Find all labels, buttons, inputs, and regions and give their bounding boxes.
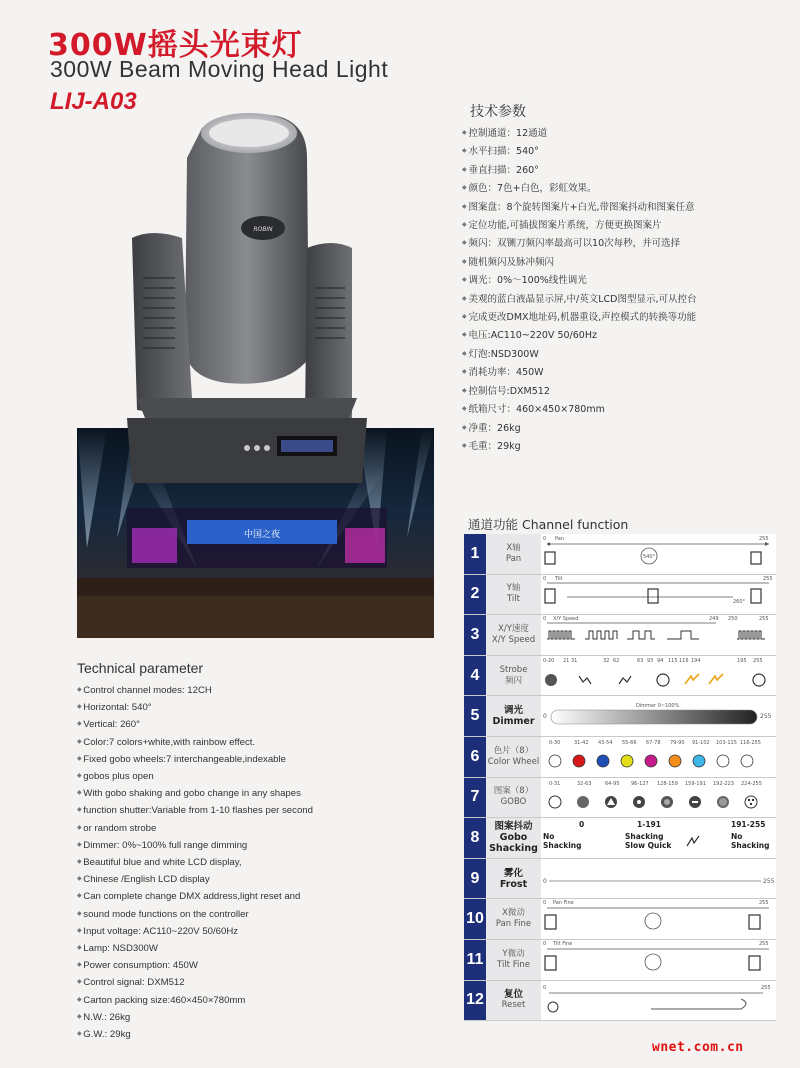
color-swatch [717,755,729,767]
rotation-icon [645,954,661,970]
channel-name-en: Tilt Fine [497,959,530,970]
tech-en-item: ◆ Horizontal: 540° [77,699,313,716]
tick-label: 0 [543,877,547,885]
tech-cn-item: ◆ 控制通道：12通道 [462,124,697,142]
channel-name-cn: 复位 [503,989,523,1001]
tech-en-item: ◆ Chinese /English LCD display [77,871,313,888]
fixture-icon [545,956,556,970]
tick-label: 31-42 [574,739,589,746]
tech-en-title: Technical parameter [77,660,204,676]
channel-name-cn: 图案（8） [493,786,534,797]
tech-cn-item: ◆ 图案盘：8个旋转图案片+白光,带图案抖动和图案任意 [462,198,697,216]
tech-en-item: ◆ Dimmer: 0%~100% full range dimming [77,837,313,854]
channel-name [486,534,541,574]
fixture-icon [751,552,761,564]
tech-cn-item: ◆ 垂直扫描：260° [462,161,697,179]
channel-function [541,899,776,939]
channel-name-en: Tilt [507,594,520,605]
channel-name-cn: 色片（8） [493,745,534,756]
tick-label: 128-159 [657,780,678,787]
channel-table [464,534,776,1021]
angle-label: 540° [643,554,656,560]
shacking-label: No Shacking [543,832,582,851]
channel-row [464,818,776,859]
tech-cn-item: ◆ 美观的蓝白液晶显示屏,中/英文LCD图型显示,可从控台 [462,290,697,308]
dimmer-gradient-bar [551,710,757,724]
tech-en-item: ◆ Can complete change DMX address,light reset and [77,888,313,905]
tech-cn-item: ◆ 纸箱尺寸：460×450×780mm [462,400,697,418]
channel-name [486,615,541,655]
tech-en-item: ◆ function shutter:Variable from 1-10 flashes per second [77,802,313,819]
tick-label: 191-255 [731,820,766,830]
channel-function [541,696,776,736]
channel-name [486,778,541,818]
channel-name-cn: 频闪 [504,675,522,686]
channel-number: 7 [464,778,486,818]
reset-arrow-icon [651,999,746,1009]
tick-label: Tilt Fine [553,940,573,947]
channel-name-en: X/Y Speed [491,634,536,645]
tech-cn-item: ◆ 定位功能,可插拔图案片系统，方便更换图案片 [462,216,697,234]
tick-label: 116-255 [740,739,761,746]
tick-label: 55-66 [622,739,637,746]
tech-en-item: ◆ Control signal: DXM512 [77,974,313,991]
tech-cn-item: ◆ 随机频闪及脉冲频闪 [462,253,697,271]
tick-label: 116 [679,657,689,664]
color-swatch [597,755,609,767]
channel-name-cn: X微动 [502,908,525,919]
tick-label: 0 [579,820,585,830]
tick-label: 64-95 [605,780,620,787]
tech-cn-item: ◆ 控制信号:DXM512 [462,382,697,400]
tick-label: 21 [563,657,570,664]
channel-number: 3 [464,615,486,655]
tick-label: 224-255 [741,780,762,787]
channel-function-title-en: Channel function [522,517,629,532]
channel-function [541,737,776,777]
open-icon [657,674,669,686]
tick-label: 0 [543,536,547,542]
channel-name-cn: 图案抖动 [494,821,533,833]
channel-number: 6 [464,737,486,777]
tick-label: 0 [543,984,547,991]
tick-label: 0 [543,713,547,721]
tech-en-list [77,682,313,1043]
tech-en-item: ◆ Carton packing size:460×450×780mm [77,992,313,1009]
channel-name-cn: 雾化 [503,867,523,879]
tick-label: 96-127 [631,780,649,787]
tech-en-item: ◆ G.W.: 29kg [77,1026,313,1043]
channel-number: 4 [464,656,486,696]
tick-label: X/Y Speed [553,616,579,623]
pulse-strobe-icon [709,674,723,684]
channel-name-cn: 调光 [503,705,523,717]
tick-label: 249 [709,616,719,623]
tech-en-item: ◆ N.W.: 26kg [77,1009,313,1026]
title-cn: 300W摇头光束灯 [48,28,303,63]
channel-number: 11 [464,940,486,980]
tech-cn-item: ◆ 颜色：7色+白色，彩虹效果。 [462,179,697,197]
tick-label: 32-63 [577,780,592,787]
gobo-icon [577,796,589,808]
channel-number: 12 [464,981,486,1021]
moving-head-light-image [77,98,434,638]
tech-en-item: ◆ Power consumption: 450W [77,957,313,974]
fixture-icon [749,915,760,929]
tick-label: 0-31 [549,780,561,787]
channel-row [464,981,776,1022]
color-swatch [549,755,561,767]
channel-name-en: Pan Fine [495,919,532,930]
tick-label: 255 [759,536,769,542]
color-swatch [669,755,681,767]
channel-function [541,981,776,1021]
fixture-icon [648,589,658,603]
channel-row [464,899,776,940]
channel-name-en: Dimmer [492,716,535,728]
angle-label: 260° [733,598,746,605]
channel-name [486,696,541,736]
channel-number: 1 [464,534,486,574]
tech-cn-item: ◆ 灯泡:NSD300W [462,345,697,363]
tech-en-item: ◆ Lamp: NSD300W [77,940,313,957]
tick-label: 91-102 [692,739,710,746]
channel-row [464,575,776,616]
shacking-label: No Shacking [731,832,770,851]
tick-label: 115 [668,657,678,664]
channel-name [486,737,541,777]
fixture-icon [545,915,556,929]
tech-en-item: ◆ sound mode functions on the controller [77,906,313,923]
channel-row [464,696,776,737]
tech-cn-item: ◆ 电压:AC110~220V 50/60Hz [462,326,697,344]
tick-label: Tilt [555,575,563,582]
tick-label: 195 [737,657,747,664]
tick-label: 0 [543,940,547,947]
channel-row [464,859,776,900]
channel-row [464,940,776,981]
channel-name-cn: X轴 [506,542,521,553]
channel-number: 10 [464,899,486,939]
tech-en-item: ◆ Control channel modes: 12CH [77,682,313,699]
channel-name [486,818,541,858]
channel-function-title-cn: 通道功能 [468,517,519,532]
tech-en-item: ◆ Input voltage: AC110~220V 50/60Hz [77,923,313,940]
tick-label: Dimmer 0~100% [636,703,680,710]
tick-label: 0-20 [543,657,555,664]
product-logo: ROBIN [253,226,273,233]
color-swatch [693,755,705,767]
tick-label: 255 [759,940,769,947]
channel-name-en: Color Wheel [487,756,540,767]
tick-label: 43-54 [598,739,613,746]
tick-label: 93 [647,657,654,664]
channel-name-en: Gobo Shacking [489,832,538,855]
channel-name [486,656,541,696]
tick-label: 0 [543,900,547,907]
channel-number: 2 [464,575,486,615]
channel-name [486,981,541,1021]
tech-cn-item: ◆ 消耗功率：450W [462,363,697,381]
tick-label: 1-191 [637,820,661,830]
tech-en-item: ◆ Vertical: 260° [77,716,313,733]
tick-label: 194 [691,657,701,664]
open-icon [753,674,765,686]
title-en: 300W Beam Moving Head Light [50,56,389,82]
channel-name-en: Pan [505,553,522,564]
tech-en-item: ◆ Fixed gobo wheels:7 interchangeable,indexable [77,751,313,768]
channel-row [464,737,776,778]
tech-en-item: ◆ or random strobe [77,820,313,837]
shacking-label: Shacking Slow Quick [625,832,672,851]
tick-label: 32 [603,657,610,664]
channel-row [464,656,776,697]
channel-function [541,615,776,655]
random-strobe-icon [685,674,699,684]
color-swatch [645,755,657,767]
tick-label: 255 [759,900,769,907]
channel-name-en: GOBO [500,797,527,808]
shake-icon [687,836,699,846]
channel-name-en: Reset [501,1000,526,1011]
tick-label: 159-191 [685,780,706,787]
tech-cn-title: 技术参数 [470,104,526,120]
tick-label: 31 [571,657,578,664]
channel-row [464,778,776,819]
channel-function [541,575,776,615]
watermark: wnet.com.cn [652,1040,744,1055]
tech-cn-item: ◆ 频闪：双铡刀频闪率最高可以10次每秒，并可选择 [462,234,697,252]
tick-label: 67-78 [646,739,661,746]
fixture-icon [545,589,555,603]
channel-function [541,940,776,980]
tech-cn-item: ◆ 调光：0%～100%线性调光 [462,271,697,289]
tick-label: 255 [759,616,769,623]
fixture-icon [749,956,760,970]
tick-label: 0-30 [549,739,561,746]
reset-icon [548,1002,558,1012]
channel-name-cn: Y微动 [502,948,525,959]
strobe-fast-icon [619,676,631,684]
channel-function [541,818,776,858]
tick-label: 250 [728,616,738,623]
channel-name-cn: X/Y速度 [498,623,529,634]
channel-number: 9 [464,859,486,899]
closed-icon [545,674,557,686]
tech-en-item: ◆ With gobo shaking and gobo change in any shapes [77,785,313,802]
rotation-icon [645,913,661,929]
channel-name [486,899,541,939]
tick-label: 255 [760,713,772,721]
tick-label: 79-90 [670,739,685,746]
color-swatch [573,755,585,767]
tick-label: 0 [543,616,547,623]
channel-function [541,778,776,818]
channel-name [486,940,541,980]
tech-cn-list [462,124,697,455]
tick-label: 94 [657,657,664,664]
gobo-open-icon [549,796,561,808]
tick-label: 255 [753,657,763,664]
fixture-icon [751,589,761,603]
tick-label: 255 [763,575,773,582]
color-swatch [741,755,753,767]
stage-screen-text: 中国之夜 [243,530,281,540]
color-swatch [621,755,633,767]
tech-cn-item: ◆ 水平扫描：540° [462,142,697,160]
channel-function [541,656,776,696]
channel-row [464,615,776,656]
channel-name [486,859,541,899]
tech-cn-item: ◆ 毛重：29kg [462,437,697,455]
channel-name-en: Strobe [499,664,528,675]
strobe-slow-icon [579,676,591,684]
channel-name-en: Frost [499,878,528,890]
channel-number: 8 [464,818,486,858]
tick-label: 255 [763,877,775,885]
tech-en-item: ◆ gobos plus open [77,768,313,785]
tick-label: 255 [761,984,771,991]
model-number: LIJ-A03 [50,88,137,115]
tech-en-item: ◆ Color:7 colors+white,with rainbow effect. [77,734,313,751]
channel-name-cn: Y轴 [506,583,521,594]
channel-function [541,534,776,574]
tick-label: 103-115 [716,739,737,746]
channel-number: 5 [464,696,486,736]
gobo-icon [745,796,757,808]
tick-label: 192-223 [713,780,734,787]
tick-label: Pan Fine [553,900,574,907]
tech-en-item: ◆ Beautiful blue and white LCD display, [77,854,313,871]
channel-function-title [468,515,628,533]
fixture-icon [545,552,555,564]
tick-label: 63 [637,657,644,664]
channel-name [486,575,541,615]
tick-label: 0 [543,575,547,582]
tech-cn-item: ◆ 完成更改DMX地址码,机器重设,声控模式的转换等功能 [462,308,697,326]
tick-label: 62 [613,657,620,664]
tick-label: Pan [555,536,565,542]
tech-cn-item: ◆ 净重：26kg [462,419,697,437]
channel-row [464,534,776,575]
channel-function [541,859,776,899]
